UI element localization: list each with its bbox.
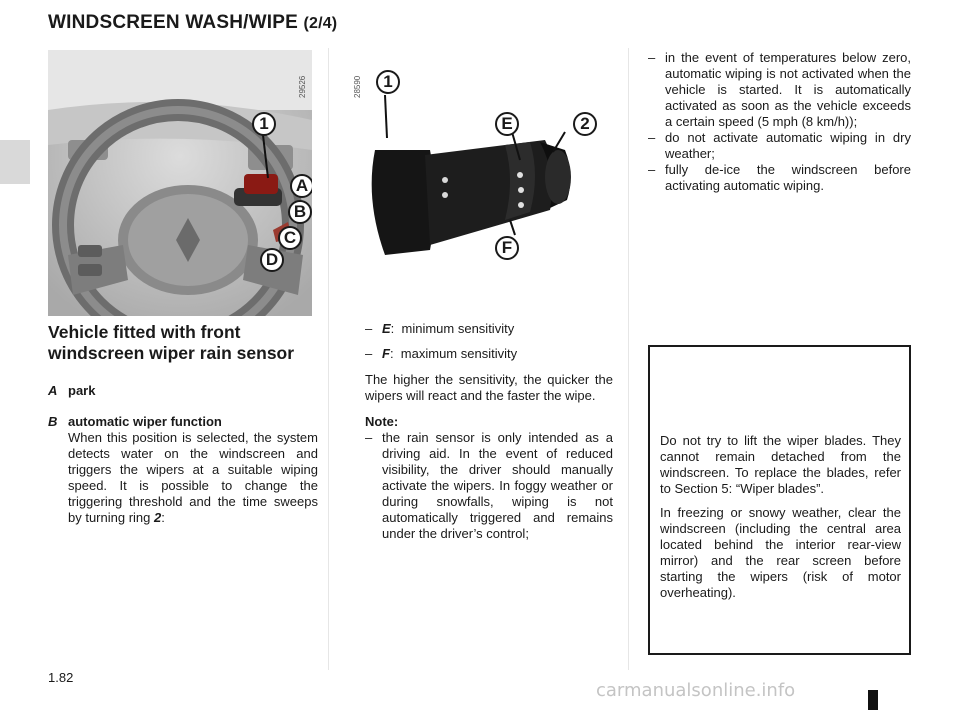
page-number: 1.82 [48, 670, 74, 685]
figure-ref-left: 29526 [298, 75, 307, 98]
bullet-item: – fully de-ice the windscreen before activating automatic wiping. [648, 162, 911, 194]
middle-column [365, 321, 613, 542]
callout-1: 1 [376, 70, 400, 94]
definition-body-text: When this position is selected, the system detects water on the windscreen and triggers the wipers at a suitable wiping speed. It is possible to change the triggering threshold and the time sweeps by turning ring [68, 430, 318, 525]
callout-e: E [495, 112, 519, 136]
callout-b: B [288, 200, 312, 224]
title-text: WINDSCREEN WASH/WIPE [48, 12, 298, 33]
note-label: Note: [365, 414, 399, 429]
definition-a [48, 383, 318, 399]
definition-b [48, 414, 318, 526]
colon: : [161, 510, 165, 525]
column-divider-2 [628, 48, 629, 670]
sensitivity-item-e: – E: minimum sensitivity [365, 321, 613, 337]
warning-box [648, 345, 911, 655]
wiper-stalk-illustration [345, 50, 615, 316]
warning-paragraph-1: Do not try to lift the wiper blades. They cannot remain detached from the windscreen. To replace the blades, refer to Section 5: “Wiper blades”. [660, 433, 901, 496]
definition-key: B [48, 414, 58, 429]
section-tab [0, 140, 30, 184]
callout-2: 2 [573, 112, 597, 136]
definition-term: automatic wiper function [68, 414, 222, 429]
steering-wheel-drawing [48, 50, 312, 316]
page-title [48, 12, 337, 34]
definition-term: park [68, 383, 96, 398]
callout-a: A [290, 174, 312, 198]
item-text: minimum sensitivity [401, 321, 515, 336]
watermark: carmanualsonline.info [596, 680, 796, 701]
callout-d: D [260, 248, 284, 272]
warning-content [660, 433, 901, 609]
warning-paragraph-2: In freezing or snowy weather, clear the windscreen (including the central area located behind the interior rear-view mirror) and the rear screen before starting the wipers (risk of motor overheating). [660, 505, 901, 600]
steering-wheel-illustration [48, 50, 312, 316]
bullet-item: – in the event of temperatures below zero, automatic wiping is not activated when the vehicle is started. It is automatically activated as soon as the vehicle exceeds a certain speed (5 mph (8 km/h)); [648, 50, 911, 130]
item-text: maximum sensitivity [400, 346, 518, 361]
ring-reference: 2 [154, 510, 162, 525]
item-key: F [382, 346, 390, 361]
corner-mark [868, 690, 878, 710]
item-key: E [382, 321, 391, 336]
definition-body [68, 430, 318, 526]
callout-1: 1 [252, 112, 276, 136]
title-suffix: (2/4) [303, 15, 338, 32]
bullet-item: – do not activate automatic wiping in dry weather; [648, 130, 911, 162]
callout-f: F [495, 236, 519, 260]
sensitivity-item-f: – F: maximum sensitivity [365, 346, 613, 362]
figure-ref-right: 28590 [353, 75, 362, 98]
section-heading: Vehicle fitted with front windscreen wiper rain sensor [48, 322, 295, 363]
sensitivity-paragraph: The higher the sensitivity, the quicker the wipers will react and the faster the wipe. [365, 372, 613, 403]
definition-key: A [48, 383, 58, 398]
right-column [648, 50, 911, 194]
callout-c: C [278, 226, 302, 250]
note-item: – the rain sensor is only intended as a driving aid. In the event of reduced visibility, the driver should manually activate the wipers. In foggy weather or during snowfalls, wiping is not automatically triggered and remains under the driver’s control; [365, 430, 613, 542]
column-divider-1 [328, 48, 329, 670]
